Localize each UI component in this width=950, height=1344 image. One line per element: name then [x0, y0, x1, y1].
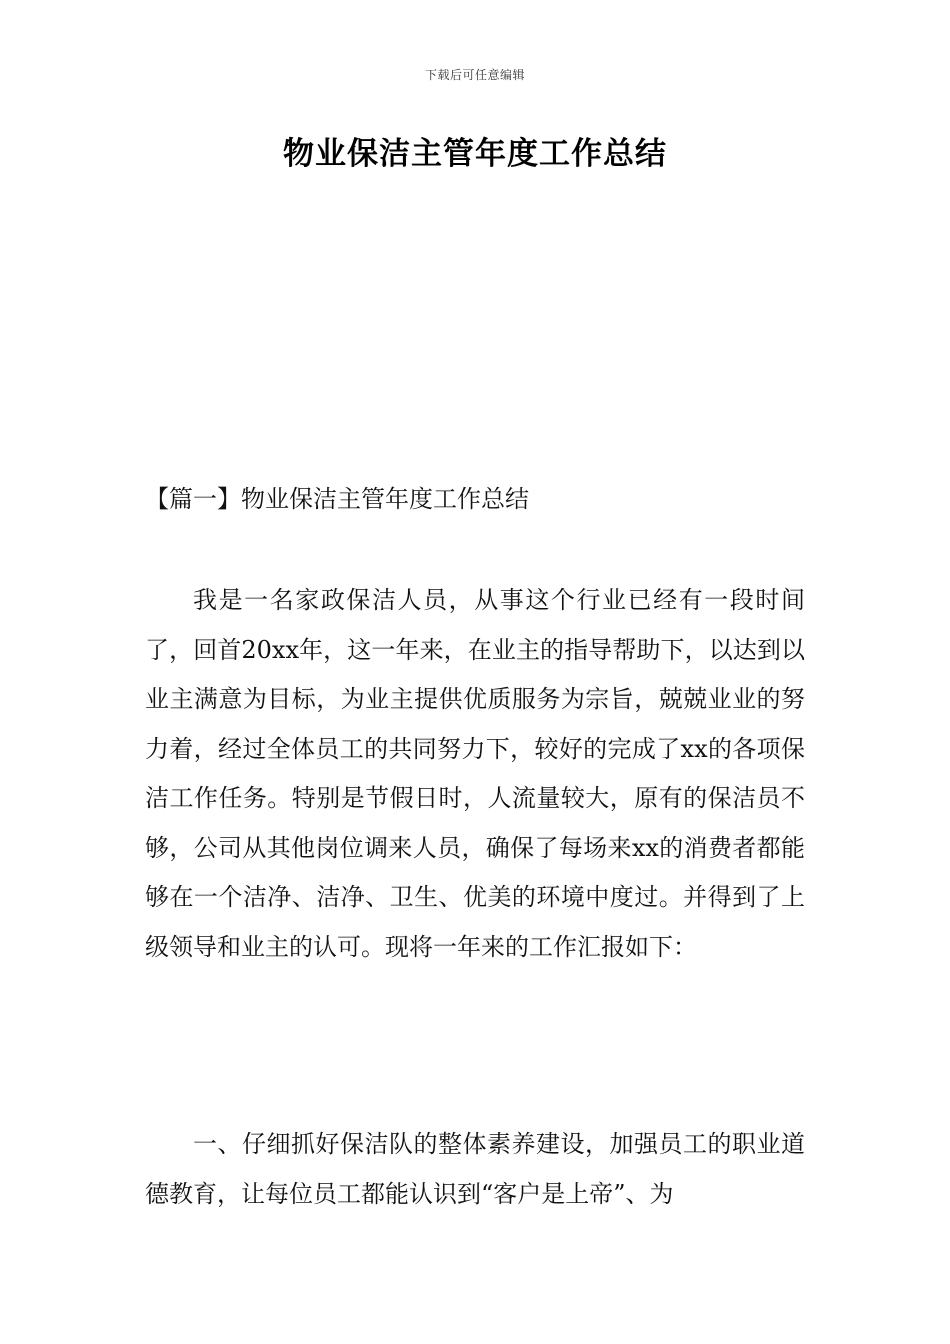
- header-note: 下载后可任意编辑: [424, 68, 525, 82]
- document-title: 物业保洁主管年度工作总结: [283, 136, 667, 172]
- section-heading: 【篇一】物业保洁主管年度工作总结: [145, 485, 529, 513]
- body-paragraph-1: 我是一名家政保洁人员，从事这个行业已经有一段时间了，回首20xx年，这一年来，在业主的指导帮助下，以达到以业主满意为目标，为业主提供优质服务为宗旨，兢兢业业的努力着，经过全体员工的共同努力下，较好的完成了xx的各项保洁工作任务。特别是节假日时，人流量较大，原有的保洁员不够，公司从其他岗位调来人员，确保了每场来xx的消费者都能够在一个洁净、洁净、卫生、优美的环境中度过。并得到了上级领导和业主的认可。现将一年来的工作汇报如下：: [145, 586, 805, 961]
- body-paragraph-2: 一、仔细抓好保洁队的整体素养建设，加强员工的职业道德教育，让每位员工都能认识到“客户是上帝”、为: [145, 1130, 805, 1208]
